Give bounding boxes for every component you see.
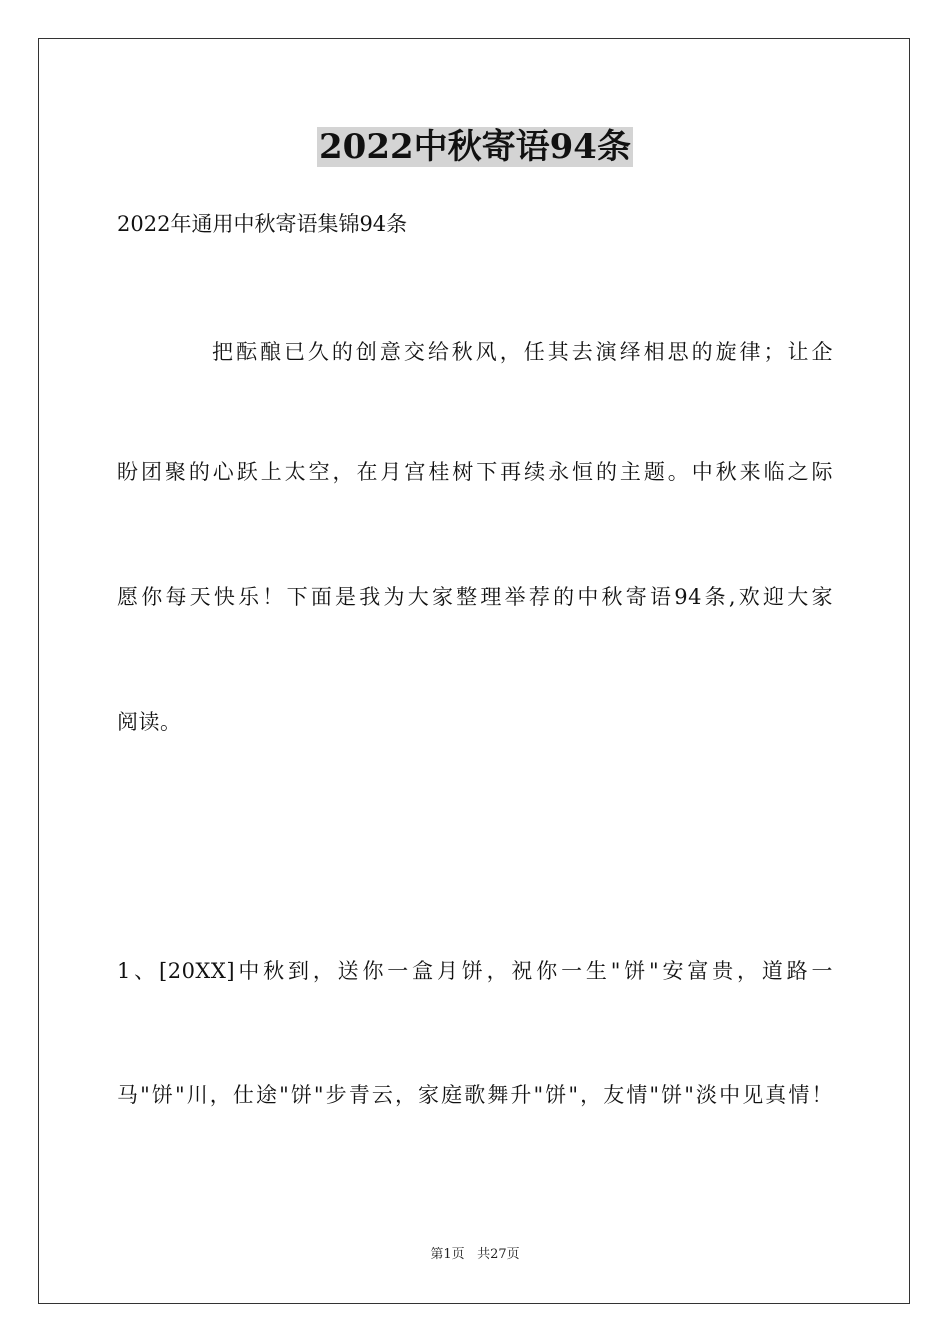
- document-title-text: 2022中秋寄语94条: [319, 127, 631, 167]
- page-number: 第1页: [430, 1247, 465, 1262]
- page-footer: [0, 1246, 950, 1264]
- total-pages: 共27页: [477, 1247, 520, 1262]
- intro-line-3: 愿你每天快乐！下面是我为大家整理举荐的中秋寄语94条,欢迎大家: [117, 585, 833, 609]
- intro-line-2: 盼团聚的心跃上太空，在月宫桂树下再续永恒的主题。中秋来临之际: [117, 460, 833, 484]
- item-1-line-1: 1、[20XX]中秋到，送你一盒月饼，祝你一生"饼"安富贵，道路一: [117, 959, 833, 983]
- document-title: [0, 126, 950, 168]
- intro-line-1: 把酝酿已久的创意交给秋风，任其去演绎相思的旋律；让企: [212, 340, 833, 364]
- intro-line-4: 阅读。: [117, 710, 182, 734]
- document-subtitle: 2022年通用中秋寄语集锦94条: [117, 212, 408, 236]
- item-1-line-2: 马"饼"川，仕途"饼"步青云，家庭歌舞升"饼"，友情"饼"淡中见真情！: [117, 1083, 833, 1107]
